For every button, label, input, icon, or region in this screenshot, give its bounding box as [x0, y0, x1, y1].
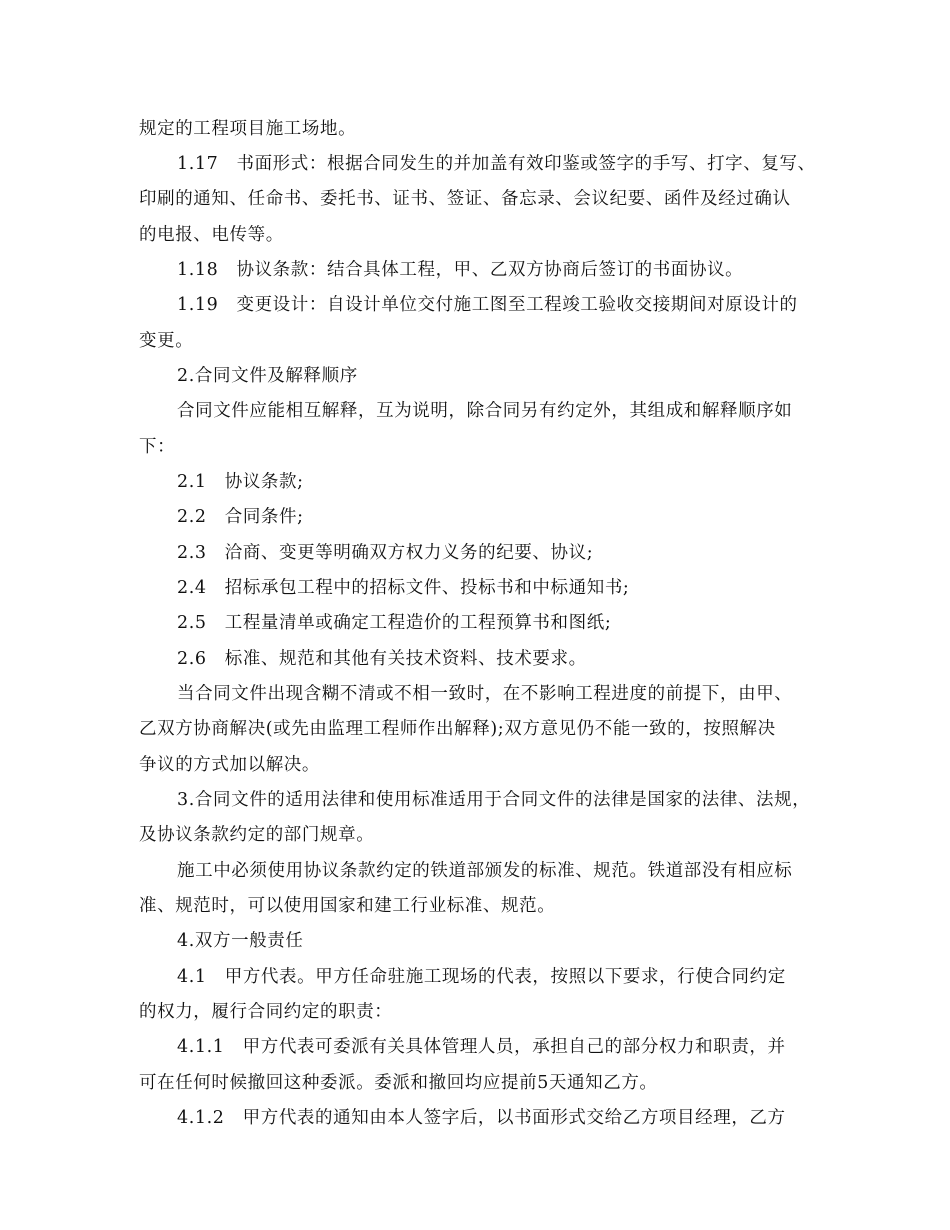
list-item: 2.1 协议条款; — [177, 472, 304, 492]
text-line: 下： — [139, 437, 176, 457]
text-line: 1.18 协议条款：结合具体工程，甲、乙双方协商后签订的书面协议。 — [177, 260, 744, 280]
text-line: 规定的工程项目施工场地。 — [139, 119, 357, 139]
text-line: 4.1 甲方代表。甲方任命驻施工现场的代表，按照以下要求，行使合同约定 — [177, 967, 786, 987]
list-item: 2.2 合同条件; — [177, 507, 304, 527]
text-line: 准、规范时，可以使用国家和建工行业标准、规范。 — [139, 896, 556, 916]
text-line: 合同文件应能相互解释，互为说明，除合同另有约定外，其组成和解释顺序如 — [177, 401, 793, 421]
text-line: 的电报、电传等。 — [139, 225, 284, 245]
section-heading: 2.合同文件及解释顺序 — [177, 366, 358, 386]
list-item: 2.5 工程量清单或确定工程造价的工程预算书和图纸; — [177, 613, 612, 633]
text-line: 印刷的通知、任命书、委托书、证书、签证、备忘录、会议纪要、函件及经过确认 — [139, 189, 791, 209]
text-line: 争议的方式加以解决。 — [139, 755, 320, 775]
text-line: 施工中必须使用协议条款约定的铁道部颁发的标准、规范。铁道部没有相应标 — [177, 861, 793, 881]
text-line: 1.19 变更设计：自设计单位交付施工图至工程竣工验收交接期间对原设计的 — [177, 295, 798, 315]
text-line: 4.1.1 甲方代表可委派有关具体管理人员，承担自己的部分权力和职责，并 — [177, 1037, 786, 1057]
section-heading: 4.双方一般责任 — [177, 931, 304, 951]
text-line: 及协议条款约定的部门规章。 — [139, 825, 375, 845]
text-line: 可在任何时候撤回这种委派。委派和撤回均应提前5天通知乙方。 — [139, 1073, 658, 1093]
text-line: 1.17 书面形式：根据合同发生的并加盖有效印鉴或签字的手写、打字、复写、 — [177, 154, 816, 174]
text-line: 变更。 — [139, 331, 194, 351]
text-line: 当合同文件出现含糊不清或不相一致时，在不影响工程进度的前提下，由甲、 — [177, 684, 793, 704]
list-item: 2.3 洽商、变更等明确双方权力义务的纪要、协议; — [177, 543, 594, 563]
text-line: 乙双方协商解决(或先由监理工程师作出解释);双方意见仍不能一致的，按照解决 — [139, 719, 776, 739]
section-heading: 3.合同文件的适用法律和使用标准适用于合同文件的法律是国家的法律、法规， — [177, 790, 811, 810]
list-item: 2.4 招标承包工程中的招标文件、投标书和中标通知书; — [177, 578, 630, 598]
text-line: 的权力，履行合同约定的职责： — [139, 1002, 393, 1022]
list-item: 2.6 标准、规范和其他有关技术资料、技术要求。 — [177, 649, 587, 669]
text-line: 4.1.2 甲方代表的通知由本人签字后，以书面形式交给乙方项目经理，乙方 — [177, 1108, 786, 1128]
